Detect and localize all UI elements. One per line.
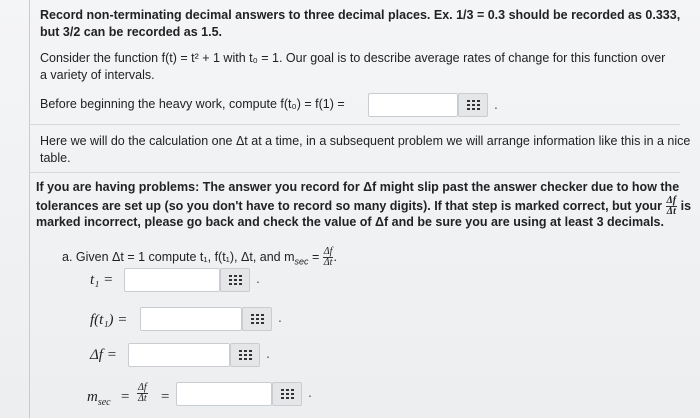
divider xyxy=(29,124,680,125)
compute-f-t0-prompt: Before beginning the heavy work, compute f(t₀) = f(1) = xyxy=(40,97,345,111)
delta-f-over-delta-t: $\frac{\Delta f}{\Delta t}$ xyxy=(666,195,677,217)
period: . xyxy=(278,309,282,325)
t1-input[interactable] xyxy=(124,268,220,292)
delta-f-keypad-icon[interactable] xyxy=(230,343,260,367)
period: . xyxy=(256,270,260,286)
delta-f-input[interactable] xyxy=(128,343,230,367)
delta-f-over-delta-t: $\frac{\Delta f}{\Delta t}$ xyxy=(323,246,333,268)
equals-sign: = xyxy=(120,389,131,405)
period: . xyxy=(308,384,312,400)
m-sec-input[interactable] xyxy=(176,382,272,406)
delta-f-label: Δf = xyxy=(90,347,117,363)
problems-note-cont: tolerances are set up (so you don't have to record so many digits). If that step is marked correct, but your $\frac{\Delta f}{\Delta t}$ is xyxy=(36,195,692,217)
calculation-note: Here we will do the calculation one Δt at a time, in a subsequent problem we will arrange information like this in a nice xyxy=(40,134,691,148)
f-t0-input[interactable] xyxy=(368,93,458,117)
f-t1-keypad-icon[interactable] xyxy=(242,307,272,331)
f-t1-label: f(t₁) = xyxy=(90,312,128,328)
problems-note: If you are having problems: The answer you record for Δf might slip past the answer checker due to how the xyxy=(36,180,680,194)
equals-sign: = xyxy=(160,389,171,405)
rounding-instruction: Record non-terminating decimal answers to three decimal places. Ex. 1/3 = 0.3 should be recorded as 0.333, xyxy=(40,8,681,22)
m-sec-keypad-icon[interactable] xyxy=(272,382,302,406)
m-sec-label: $m_{sec}$ xyxy=(87,389,111,408)
divider xyxy=(29,172,680,173)
t1-keypad-icon[interactable] xyxy=(220,268,250,292)
period: . xyxy=(266,345,270,361)
f-t0-keypad-icon[interactable] xyxy=(458,93,488,117)
function-description: Consider the function f(t) = t² + 1 with t₀ = 1. Our goal is to describe average rates of change for this function over xyxy=(40,51,666,65)
function-description-cont: a variety of intervals. xyxy=(40,68,155,82)
rounding-example: but 3/2 can be recorded as 1.5. xyxy=(40,25,223,39)
t1-label: t₁ = xyxy=(90,272,114,288)
period: . xyxy=(494,96,498,112)
delta-f-over-delta-t: $\frac{\Delta f}{\Delta t}$ xyxy=(138,382,147,404)
part-a-prompt: a. Given Δt = 1 compute t₁, f(t₁), Δt, and $m_{sec}$ = $\frac{\Delta f}{\Delta t}$ . xyxy=(62,246,337,268)
f-t1-input[interactable] xyxy=(140,307,242,331)
calculation-note-cont: table. xyxy=(40,151,71,165)
problems-note-end: marked incorrect, please go back and check the value of Δf and be sure you are using at least 3 decimals. xyxy=(36,215,664,229)
